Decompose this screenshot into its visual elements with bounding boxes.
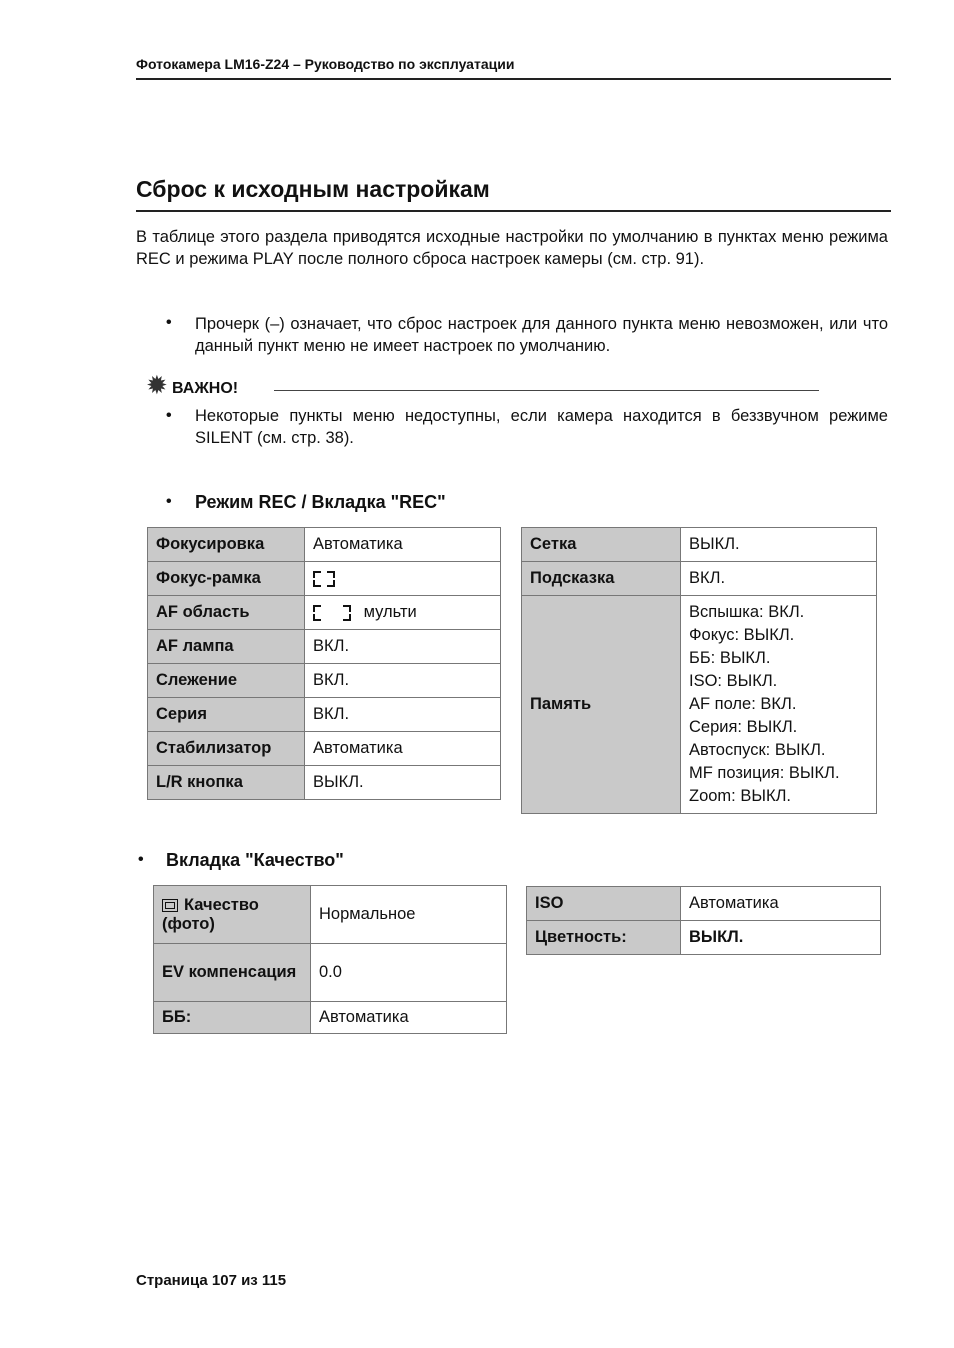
setting-key: Фокусировка — [148, 528, 305, 562]
setting-value: Автоматика — [305, 528, 501, 562]
table-row — [148, 630, 501, 664]
setting-key: Серия — [148, 698, 305, 732]
setting-key: Подсказка — [522, 562, 681, 596]
dash-note: Прочерк (–) означает, что сброс настроек для данного пункта меню невозможен, или что данный пункт меню не имеет настроек по умолчанию. — [195, 315, 888, 355]
setting-key: ISO — [527, 887, 681, 921]
table-row — [148, 562, 501, 596]
setting-key: Память — [522, 596, 681, 814]
memory-item: Zoom: ВЫКЛ. — [689, 787, 791, 805]
setting-key: Цветность: — [527, 921, 681, 955]
important-text: Некоторые пункты меню недоступны, если камера находится в беззвучном режиме SILENT (см. стр. 38). — [195, 407, 888, 447]
setting-key: AF лампа — [148, 630, 305, 664]
important-rule — [274, 390, 819, 391]
setting-value: ВКЛ. — [305, 698, 501, 732]
setting-key: Сетка — [522, 528, 681, 562]
setting-key: Качество (фото) — [162, 895, 259, 933]
setting-value: ВКЛ. — [305, 664, 501, 698]
setting-key: Стабилизатор — [148, 732, 305, 766]
setting-value: ВКЛ. — [681, 562, 877, 596]
table-row — [148, 528, 501, 562]
setting-key: L/R кнопка — [148, 766, 305, 800]
bullet-dot: • — [166, 314, 172, 331]
rec-left-table — [147, 527, 501, 800]
memory-item: MF позиция: ВЫКЛ. — [689, 764, 840, 782]
table-row — [148, 698, 501, 732]
table-row — [527, 887, 881, 921]
table-row — [148, 664, 501, 698]
table-row — [154, 944, 507, 1002]
page-footer: Страница 107 из 115 — [136, 1272, 287, 1289]
setting-value: Нормальное — [311, 886, 507, 944]
table-row — [148, 596, 501, 630]
quality-left-table — [153, 885, 507, 1034]
setting-key: EV компенсация — [154, 944, 311, 1002]
setting-value: 0.0 — [311, 944, 507, 1002]
table-row — [148, 732, 501, 766]
setting-value: ВЫКЛ. — [305, 766, 501, 800]
memory-item: Вспышка: ВКЛ. — [689, 603, 805, 621]
section-rec-title: Режим REC / Вкладка "REC" — [195, 492, 446, 512]
table-row — [522, 596, 877, 814]
setting-value: ВКЛ. — [305, 630, 501, 664]
memory-item: ISO: ВЫКЛ. — [689, 672, 778, 690]
photo-quality-icon — [162, 899, 178, 912]
focus-frame-icon — [313, 571, 335, 587]
intro-paragraph: В таблице этого раздела приводятся исходные настройки по умолчанию в пунктах меню режима REC и режима PLAY после полного сброса настроек камеры (см. стр. 91). — [136, 228, 888, 268]
rec-right-table — [521, 527, 877, 814]
memory-item: Автоспуск: ВЫКЛ. — [689, 741, 826, 759]
table-row — [148, 766, 501, 800]
bullet-dot: • — [166, 407, 172, 424]
page-title: Сброс к исходным настройкам — [136, 176, 891, 212]
memory-item: AF поле: ВКЛ. — [689, 695, 797, 713]
table-row — [522, 528, 877, 562]
page-header: Фотокамера LM16-Z24 – Руководство по эксплуатации — [136, 56, 891, 80]
memory-item: ББ: ВЫКЛ. — [689, 649, 771, 667]
setting-value: Автоматика — [681, 887, 881, 921]
setting-value-cell — [305, 562, 501, 596]
table-row — [154, 1002, 507, 1034]
setting-value: ВЫКЛ. — [681, 921, 881, 955]
section-quality-title: Вкладка "Качество" — [166, 850, 344, 870]
memory-item: Серия: ВЫКЛ. — [689, 718, 798, 736]
setting-value: Автоматика — [311, 1002, 507, 1034]
memory-item: Фокус: ВЫКЛ. — [689, 626, 795, 644]
table-row — [527, 921, 881, 955]
table-row — [154, 886, 507, 944]
burst-icon: ✹ — [146, 370, 168, 400]
important-heading — [146, 372, 826, 398]
bullet-dot: • — [138, 851, 144, 868]
important-label: ВАЖНО! — [172, 380, 239, 397]
setting-value: мульти — [363, 603, 417, 621]
setting-key: ББ: — [154, 1002, 311, 1034]
memory-values — [681, 596, 877, 814]
setting-key-cell — [154, 886, 311, 944]
setting-value-cell — [305, 596, 501, 630]
table-row — [522, 562, 877, 596]
setting-value: ВЫКЛ. — [681, 528, 877, 562]
setting-value: Автоматика — [305, 732, 501, 766]
setting-key: Фокус-рамка — [148, 562, 305, 596]
setting-key: Слежение — [148, 664, 305, 698]
bullet-dot: • — [166, 493, 172, 510]
quality-right-table — [526, 886, 881, 955]
af-area-multi-icon — [313, 605, 351, 621]
setting-key: AF область — [148, 596, 305, 630]
